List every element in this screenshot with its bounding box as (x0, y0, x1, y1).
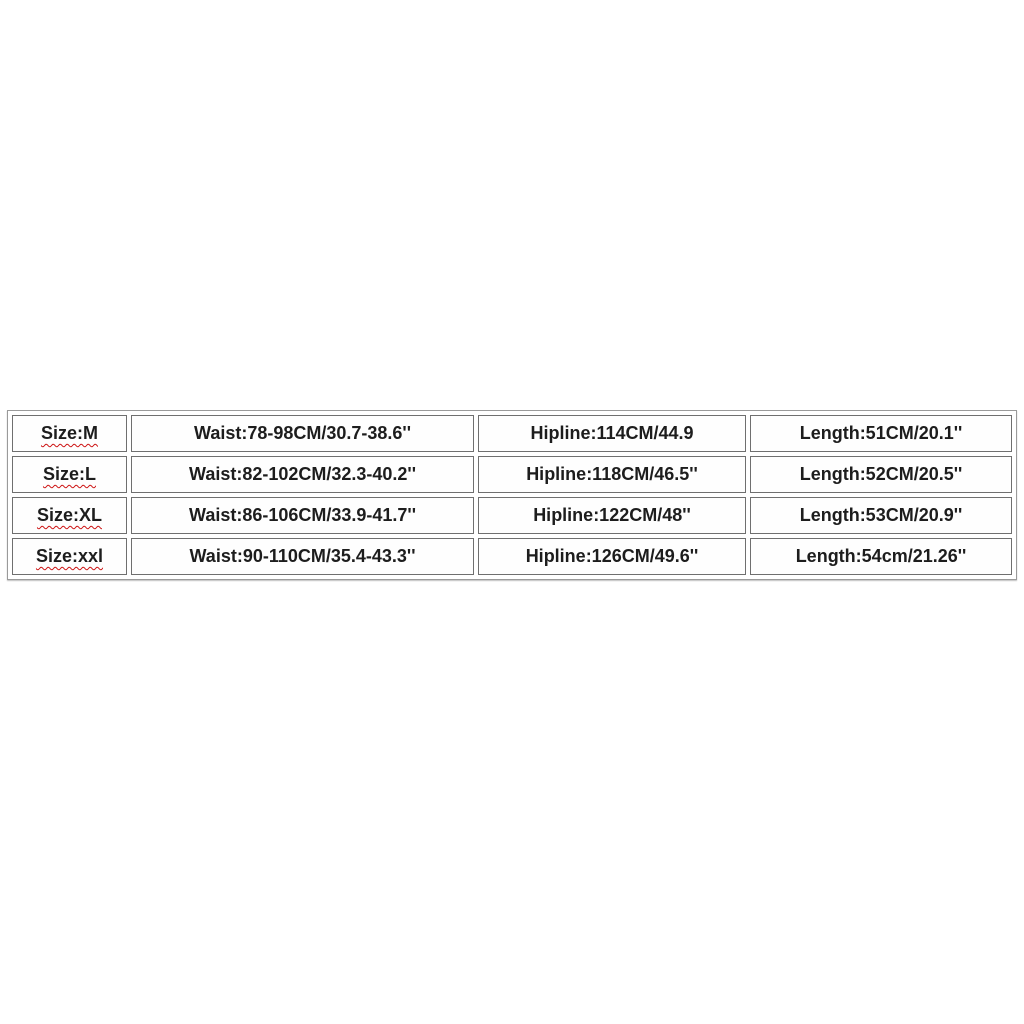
size-cell (12, 497, 127, 534)
size-label: Size:M (40, 423, 98, 443)
hipline-cell: Hipline:114CM/44.9 (478, 415, 746, 452)
size-cell (12, 415, 127, 452)
length-cell: Length:53CM/20.9'' (750, 497, 1012, 534)
hipline-cell: Hipline:122CM/48'' (478, 497, 746, 534)
size-label: Size:xxl (35, 546, 104, 566)
table-row (12, 497, 1012, 534)
size-cell (12, 538, 127, 575)
size-label: Size:L (42, 464, 96, 484)
size-chart-table (7, 410, 1017, 580)
length-cell: Length:51CM/20.1'' (750, 415, 1012, 452)
table-row (12, 456, 1012, 493)
table-row (12, 538, 1012, 575)
size-label: Size:XL (36, 505, 102, 525)
waist-cell: Waist:90-110CM/35.4-43.3'' (131, 538, 474, 575)
hipline-cell: Hipline:126CM/49.6'' (478, 538, 746, 575)
length-cell: Length:54cm/21.26'' (750, 538, 1012, 575)
table-row (12, 415, 1012, 452)
waist-cell: Waist:78-98CM/30.7-38.6'' (131, 415, 474, 452)
waist-cell: Waist:86-106CM/33.9-41.7'' (131, 497, 474, 534)
hipline-cell: Hipline:118CM/46.5'' (478, 456, 746, 493)
size-cell (12, 456, 127, 493)
length-cell: Length:52CM/20.5'' (750, 456, 1012, 493)
waist-cell: Waist:82-102CM/32.3-40.2'' (131, 456, 474, 493)
